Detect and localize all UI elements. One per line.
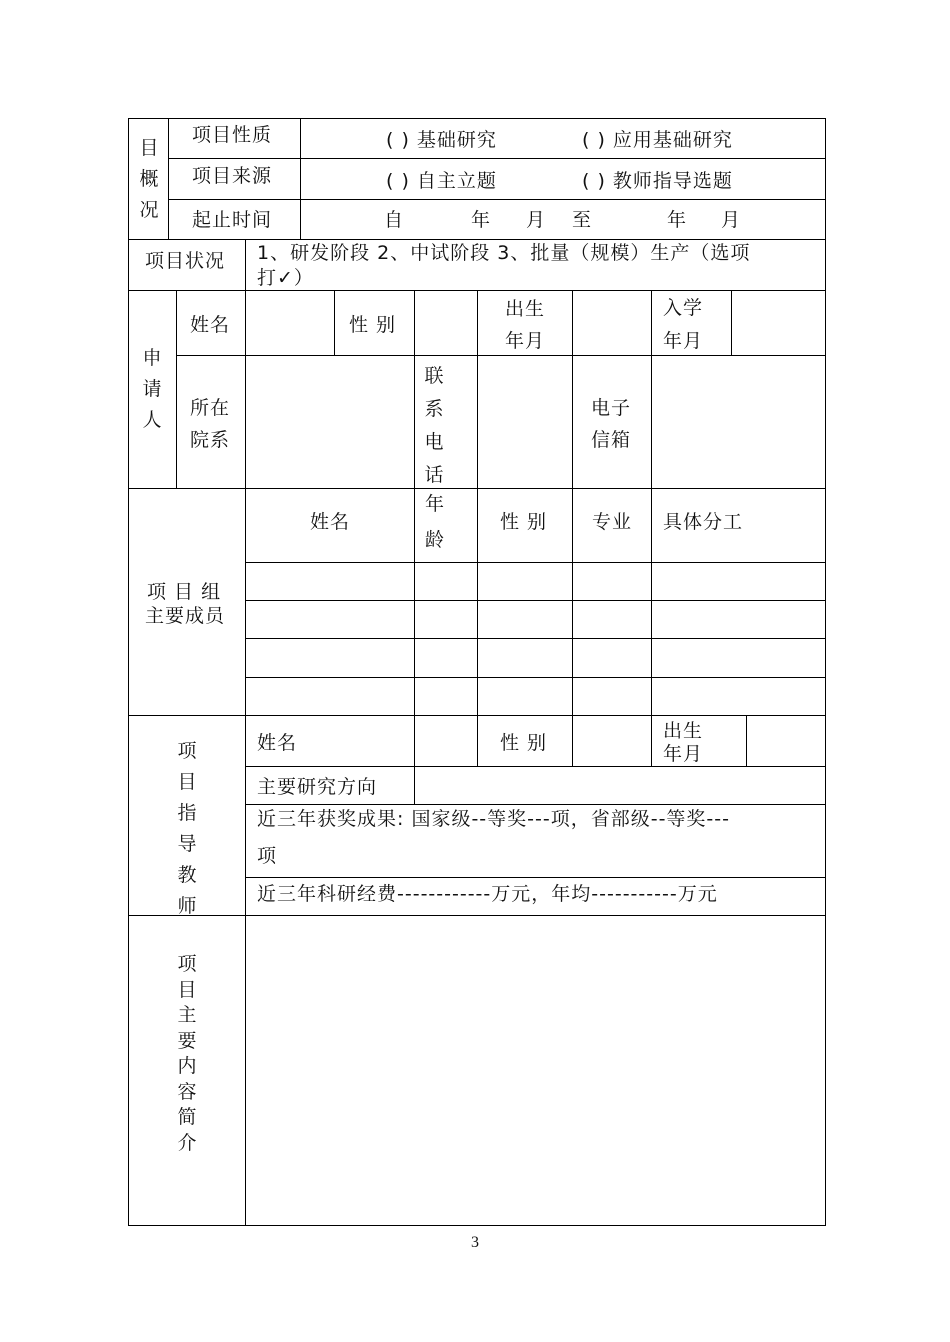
period-label: 起止时间 (192, 209, 273, 231)
period-month-start: 月 (526, 209, 547, 231)
row-line (176, 355, 826, 356)
overview-side-label (137, 133, 161, 226)
period-year-end: 年 (667, 209, 688, 231)
applicant-birth-label-2: 年月 (505, 330, 546, 352)
status-options-line2[interactable]: 打✓） (257, 267, 314, 289)
summary-side-char: 项 (177, 953, 197, 975)
overview-side-char: 目 (139, 137, 159, 159)
advisor-awards-line2: 项 (257, 845, 278, 867)
applicant-email-label-2: 信箱 (591, 429, 632, 451)
nature-option-applied[interactable]: ( ) 应用基础研究 (582, 129, 733, 151)
row-line (245, 766, 826, 767)
summary-side-char: 目 (177, 978, 197, 1001)
col-line (245, 239, 246, 290)
phone-char: 联 (424, 365, 444, 387)
summary-side-char: 介 (177, 1131, 197, 1154)
applicant-enroll-label-1: 入学 (663, 297, 704, 319)
members-col-age-2: 龄 (425, 529, 446, 551)
col-line (731, 290, 732, 355)
page-number: 3 (471, 1234, 479, 1251)
members-col-task: 具体分工 (663, 511, 744, 533)
applicant-side-char: 请 (142, 378, 162, 400)
applicant-side-label (140, 343, 164, 436)
advisor-side-char: 目 (177, 771, 197, 793)
applicant-gender-label: 性 别 (349, 314, 397, 336)
advisor-funding: 近三年科研经费------------万元，年均-----------万元 (257, 883, 718, 905)
phone-char: 话 (424, 464, 444, 486)
advisor-research-label: 主要研究方向 (257, 776, 378, 798)
applicant-side-char: 人 (142, 409, 162, 431)
col-line (651, 715, 652, 766)
source-label: 项目来源 (192, 165, 273, 187)
col-line (651, 290, 652, 715)
advisor-side-char: 教 (177, 864, 197, 886)
summary-side-char: 内 (177, 1055, 197, 1077)
table-border-left (128, 118, 129, 1226)
source-option-teacher[interactable]: ( ) 教师指导选题 (582, 170, 733, 192)
col-line (572, 290, 573, 715)
period-from: 自 (384, 209, 405, 231)
phone-char: 电 (424, 431, 444, 453)
advisor-birth-label-2: 年月 (663, 743, 704, 765)
summary-side-char: 容 (177, 1080, 197, 1103)
overview-side-char: 概 (139, 168, 159, 190)
members-label-1: 项 目 组 (147, 581, 222, 603)
applicant-side-char: 申 (142, 347, 162, 369)
row-line (245, 877, 826, 878)
col-line (334, 290, 335, 355)
row-line (128, 239, 826, 240)
col-line (414, 715, 415, 804)
advisor-side-char: 指 (177, 802, 197, 824)
period-to: 至 (572, 209, 593, 231)
applicant-name-label: 姓名 (190, 314, 231, 336)
col-line (477, 290, 478, 715)
col-line (477, 715, 478, 766)
advisor-awards-line1: 近三年获奖成果: 国家级--等奖---项，省部级--等奖--- (257, 808, 731, 830)
row-line (168, 199, 826, 200)
summary-content-area[interactable] (246, 916, 825, 1225)
advisor-gender-label: 性 别 (500, 732, 548, 754)
col-line (572, 715, 573, 766)
applicant-enroll-label-2: 年月 (663, 330, 704, 352)
advisor-side-char: 导 (177, 833, 197, 855)
members-col-name: 姓名 (310, 511, 351, 533)
applicant-phone-label (422, 360, 446, 492)
applicant-dept-label-2: 院系 (190, 429, 231, 451)
advisor-side-label (175, 736, 199, 922)
summary-side-char: 主 (177, 1004, 197, 1026)
members-label-2: 主要成员 (145, 605, 226, 627)
period-month-end: 月 (721, 209, 742, 231)
row-line (168, 158, 826, 159)
row-line (245, 677, 826, 678)
table-border-right (825, 118, 826, 1226)
table-border-bottom (128, 1225, 826, 1226)
nature-label: 项目性质 (192, 124, 273, 146)
row-line (245, 600, 826, 601)
col-line (176, 290, 177, 488)
col-line (168, 118, 169, 239)
advisor-side-char: 项 (177, 740, 197, 762)
overview-side-char: 况 (139, 199, 159, 221)
applicant-dept-label-1: 所在 (190, 397, 231, 419)
applicant-birth-label-1: 出生 (505, 298, 546, 320)
table-border-top (128, 118, 826, 119)
source-option-self[interactable]: ( ) 自主立题 (386, 170, 497, 192)
advisor-side-char: 师 (177, 895, 197, 917)
advisor-name-label: 姓名 (257, 732, 298, 754)
members-col-age-1: 年 (425, 493, 446, 515)
col-line (746, 715, 747, 766)
members-col-major: 专业 (592, 511, 633, 533)
summary-side-char: 简 (177, 1106, 197, 1128)
summary-side-char: 要 (177, 1029, 197, 1052)
row-line (245, 562, 826, 563)
nature-option-basic[interactable]: ( ) 基础研究 (386, 129, 497, 151)
advisor-birth-label-1: 出生 (663, 720, 704, 742)
row-line (245, 804, 826, 805)
applicant-email-label-1: 电子 (591, 397, 632, 419)
col-line (414, 290, 415, 715)
summary-side-label (175, 952, 199, 1156)
status-options-line1[interactable]: 1、研发阶段 2、中试阶段 3、批量（规模）生产（选项 (257, 242, 751, 264)
members-col-gender: 性 别 (500, 511, 548, 533)
status-label: 项目状况 (145, 250, 226, 272)
row-line (245, 638, 826, 639)
period-year-start: 年 (471, 209, 492, 231)
col-line (300, 118, 301, 239)
phone-char: 系 (424, 398, 444, 420)
